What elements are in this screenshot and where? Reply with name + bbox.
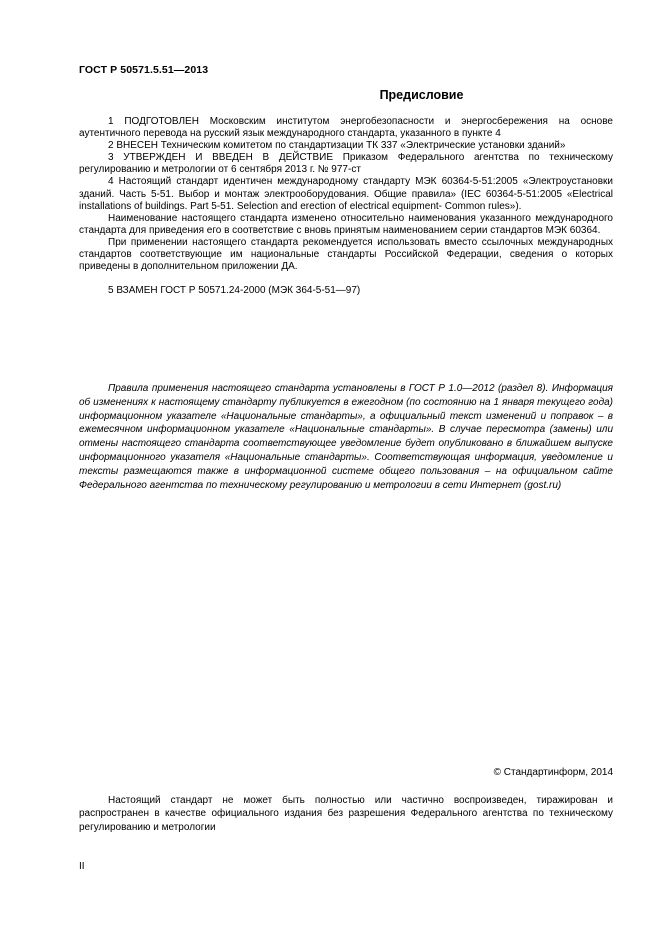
foreword-item-3: 3 УТВЕРЖДЕН И ВВЕДЕН В ДЕЙСТВИЕ Приказом Федерального агентства по техническому регулированию и метрологии от 6 сентября 2013 г. № 977-ст [79,152,613,176]
copyright-line: © Стандартинформ, 2014 [493,767,613,778]
application-rules-notice [79,382,613,492]
reproduction-notice [79,794,613,834]
foreword-item-1: 1 ПОДГОТОВЛЕН Московским институтом энергобезопасности и энергосбережения на основе аутентичного перевода на русский язык международного стандарта, указанного в пункте 4 [79,116,613,140]
foreword-item-4-name-note: Наименование настоящего стандарта изменено относительно наименования указанного международного стандарта для приведения его в соответствие с вновь принятым наименованием серии стандартов МЭК 60364. [79,212,613,236]
foreword-item-5: 5 ВЗАМЕН ГОСТ Р 50571.24-2000 (МЭК 364-5-51—97) [108,285,361,297]
standard-designation: ГОСТ Р 50571.5.51—2013 [79,64,209,76]
foreword-item-4: 4 Настоящий стандарт идентичен международному стандарту МЭК 60364-5-51:2005 «Электроустановки зданий. Часть 5-51. Выбор и монтаж электрооборудования. Общие правила» (IEC 60364-5-51:2005 «Electrical installations of buildings. Part 5-51. Selection and erection of electrical equipment- Common rules»). [79,176,613,212]
application-rules-text: Правила применения настоящего стандарта установлены в ГОСТ Р 1.0—2012 (раздел 8). Информация об изменениях к настоящему стандарту публикуется в ежегодном (по состоянию на 1 января текущего года) информационном указателе «Национальные стандарты», а официальный текст изменений и поправок – в ежемесячном информационном указателе «Национальные стандарты». В случае пересмотра (замены) или отмены настоящего стандарта соответствующее уведомление будет опубликовано в ближайшем выпуске информационного указателя «Национальные стандарты». Соответствующая информация, уведомление и тексты размещаются также в информационной системе общего пользования – на официальном сайте Федерального агентства по техническому регулированию и метрологии в сети Интернет (gost.ru) [79,383,613,491]
foreword-item-4-references-note: При применении настоящего стандарта рекомендуется использовать вместо ссылочных международных стандартов соответствующие им национальные стандарты Российской Федерации, сведения о которых приведены в дополнительном приложении ДА. [79,236,613,273]
page-title: Предисловие [379,88,464,102]
foreword-item-2: 2 ВНЕСЕН Техническим комитетом по стандартизации ТК 337 «Электрические установки зданий» [108,140,566,152]
reproduction-notice-text: Настоящий стандарт не может быть полностью или частично воспроизведен, тиражирован и распространен в качестве официального издания без разрешения Федерального агентства по техническому регулированию и метрологии [79,795,613,833]
page-number: II [79,861,85,872]
foreword-body [79,116,613,297]
